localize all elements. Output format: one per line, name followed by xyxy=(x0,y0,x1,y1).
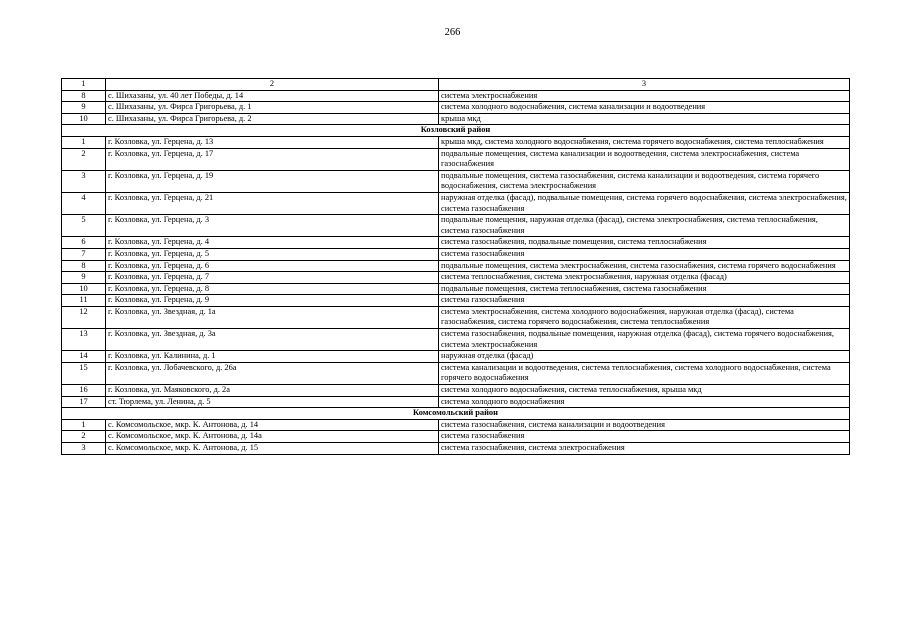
row-number: 11 xyxy=(62,295,106,307)
table-row xyxy=(62,237,850,249)
row-number: 2 xyxy=(62,431,106,443)
works-cell: система газоснабжения, подвальные помещения, наружная отделка (фасад), система горячего водоснабжения, система электроснабжения xyxy=(439,329,850,351)
table-row xyxy=(62,113,850,125)
address-cell: г. Козловка, ул. Герцена, д. 5 xyxy=(106,248,439,260)
table-row xyxy=(62,295,850,307)
column-number-cell: 2 xyxy=(106,79,439,91)
address-cell: г. Козловка, ул. Герцена, д. 8 xyxy=(106,283,439,295)
row-number: 3 xyxy=(62,443,106,455)
address-cell: с. Комсомольское, мкр. К. Антонова, д. 14 xyxy=(106,419,439,431)
row-number: 9 xyxy=(62,102,106,114)
column-number-row xyxy=(62,79,850,91)
row-number: 5 xyxy=(62,215,106,237)
address-cell: г. Козловка, ул. Маяковского, д. 2а xyxy=(106,385,439,397)
works-cell: система холодного водоснабжения, система теплоснабжения, крыша мкд xyxy=(439,385,850,397)
table-row xyxy=(62,431,850,443)
table-row xyxy=(62,272,850,284)
table-body xyxy=(62,79,850,455)
row-number: 3 xyxy=(62,170,106,192)
address-cell: с. Шихазаны, ул. Фирса Григорьева, д. 1 xyxy=(106,102,439,114)
works-cell: система газоснабжения xyxy=(439,248,850,260)
table-row xyxy=(62,192,850,214)
row-number: 6 xyxy=(62,237,106,249)
table-row xyxy=(62,396,850,408)
works-cell: система холодного водоснабжения, система канализации и водоотведения xyxy=(439,102,850,114)
table-row xyxy=(62,283,850,295)
table-row xyxy=(62,170,850,192)
works-cell: система канализации и водоотведения, система теплоснабжения, система холодного водоснабжения, система горячего водоснабжения xyxy=(439,362,850,384)
table-row xyxy=(62,215,850,237)
district-name: Козловский район xyxy=(62,125,850,137)
works-cell: подвальные помещения, наружная отделка (фасад), система электроснабжения, система теплоснабжения, система газоснабжения xyxy=(439,215,850,237)
table-row xyxy=(62,329,850,351)
works-cell: крыша мкд xyxy=(439,113,850,125)
table-row xyxy=(62,90,850,102)
table-row xyxy=(62,385,850,397)
works-cell: система теплоснабжения, система электроснабжения, наружная отделка (фасад) xyxy=(439,272,850,284)
address-cell: г. Козловка, ул. Герцена, д. 13 xyxy=(106,136,439,148)
address-cell: г. Козловка, ул. Герцена, д. 21 xyxy=(106,192,439,214)
address-cell: с. Комсомольское, мкр. К. Антонова, д. 14а xyxy=(106,431,439,443)
table-row xyxy=(62,260,850,272)
address-cell: г. Козловка, ул. Герцена, д. 17 xyxy=(106,148,439,170)
works-cell: подвальные помещения, система канализации и водоотведения, система электроснабжения, система газоснабжения xyxy=(439,148,850,170)
table-row xyxy=(62,419,850,431)
works-cell: система газоснабжения xyxy=(439,431,850,443)
row-number: 13 xyxy=(62,329,106,351)
row-number: 7 xyxy=(62,248,106,260)
works-cell: система холодного водоснабжения xyxy=(439,396,850,408)
row-number: 17 xyxy=(62,396,106,408)
works-cell: подвальные помещения, система электроснабжения, система газоснабжения, система горячего водоснабжения xyxy=(439,260,850,272)
address-cell: г. Козловка, ул. Герцена, д. 4 xyxy=(106,237,439,249)
address-cell: г. Козловка, ул. Звездная, д. 3а xyxy=(106,329,439,351)
address-cell: г. Козловка, ул. Герцена, д. 6 xyxy=(106,260,439,272)
row-number: 8 xyxy=(62,260,106,272)
works-cell: система электроснабжения, система холодного водоснабжения, наружная отделка (фасад), система газоснабжения, система горячего водоснабжения, система теплоснабжения xyxy=(439,306,850,328)
works-cell: система электроснабжения xyxy=(439,90,850,102)
column-number-cell: 1 xyxy=(62,79,106,91)
address-cell: г. Козловка, ул. Герцена, д. 9 xyxy=(106,295,439,307)
district-header-row xyxy=(62,125,850,137)
table-row xyxy=(62,351,850,363)
address-cell: ст. Тюрлема, ул. Ленина, д. 5 xyxy=(106,396,439,408)
works-cell: крыша мкд, система холодного водоснабжения, система горячего водоснабжения, система теплоснабжения xyxy=(439,136,850,148)
row-number: 1 xyxy=(62,419,106,431)
address-cell: г. Козловка, ул. Лобачевского, д. 26а xyxy=(106,362,439,384)
table-row xyxy=(62,102,850,114)
district-name: Комсомольский район xyxy=(62,408,850,420)
row-number: 1 xyxy=(62,136,106,148)
address-cell: г. Козловка, ул. Герцена, д. 19 xyxy=(106,170,439,192)
address-cell: с. Шихазаны, ул. Фирса Григорьева, д. 2 xyxy=(106,113,439,125)
district-header-row xyxy=(62,408,850,420)
address-cell: с. Шихазаны, ул. 40 лет Победы, д. 14 xyxy=(106,90,439,102)
row-number: 2 xyxy=(62,148,106,170)
row-number: 4 xyxy=(62,192,106,214)
row-number: 14 xyxy=(62,351,106,363)
address-cell: г. Козловка, ул. Калинина, д. 1 xyxy=(106,351,439,363)
works-cell: система газоснабжения, система электроснабжения xyxy=(439,443,850,455)
row-number: 9 xyxy=(62,272,106,284)
row-number: 15 xyxy=(62,362,106,384)
table-row xyxy=(62,248,850,260)
table-row xyxy=(62,306,850,328)
table-row xyxy=(62,362,850,384)
row-number: 12 xyxy=(62,306,106,328)
row-number: 16 xyxy=(62,385,106,397)
row-number: 10 xyxy=(62,283,106,295)
row-number: 8 xyxy=(62,90,106,102)
table-row xyxy=(62,148,850,170)
page-number: 266 xyxy=(444,27,461,38)
works-cell: система газоснабжения, система канализации и водоотведения xyxy=(439,419,850,431)
works-cell: наружная отделка (фасад) xyxy=(439,351,850,363)
row-number: 10 xyxy=(62,113,106,125)
table-row xyxy=(62,443,850,455)
address-cell: г. Козловка, ул. Герцена, д. 7 xyxy=(106,272,439,284)
column-number-cell: 3 xyxy=(439,79,850,91)
works-cell: система газоснабжения, подвальные помещения, система теплоснабжения xyxy=(439,237,850,249)
works-cell: подвальные помещения, система газоснабжения, система канализации и водоотведения, система горячего водоснабжения, система электроснабжения xyxy=(439,170,850,192)
works-cell: система газоснабжения xyxy=(439,295,850,307)
address-cell: г. Козловка, ул. Герцена, д. 3 xyxy=(106,215,439,237)
works-cell: подвальные помещения, система теплоснабжения, система газоснабжения xyxy=(439,283,850,295)
table-row xyxy=(62,136,850,148)
registry-table xyxy=(61,78,850,455)
address-cell: г. Козловка, ул. Звездная, д. 1а xyxy=(106,306,439,328)
address-cell: с. Комсомольское, мкр. К. Антонова, д. 15 xyxy=(106,443,439,455)
works-cell: наружная отделка (фасад), подвальные помещения, система горячего водоснабжения, система электроснабжения, система газоснабжения xyxy=(439,192,850,214)
